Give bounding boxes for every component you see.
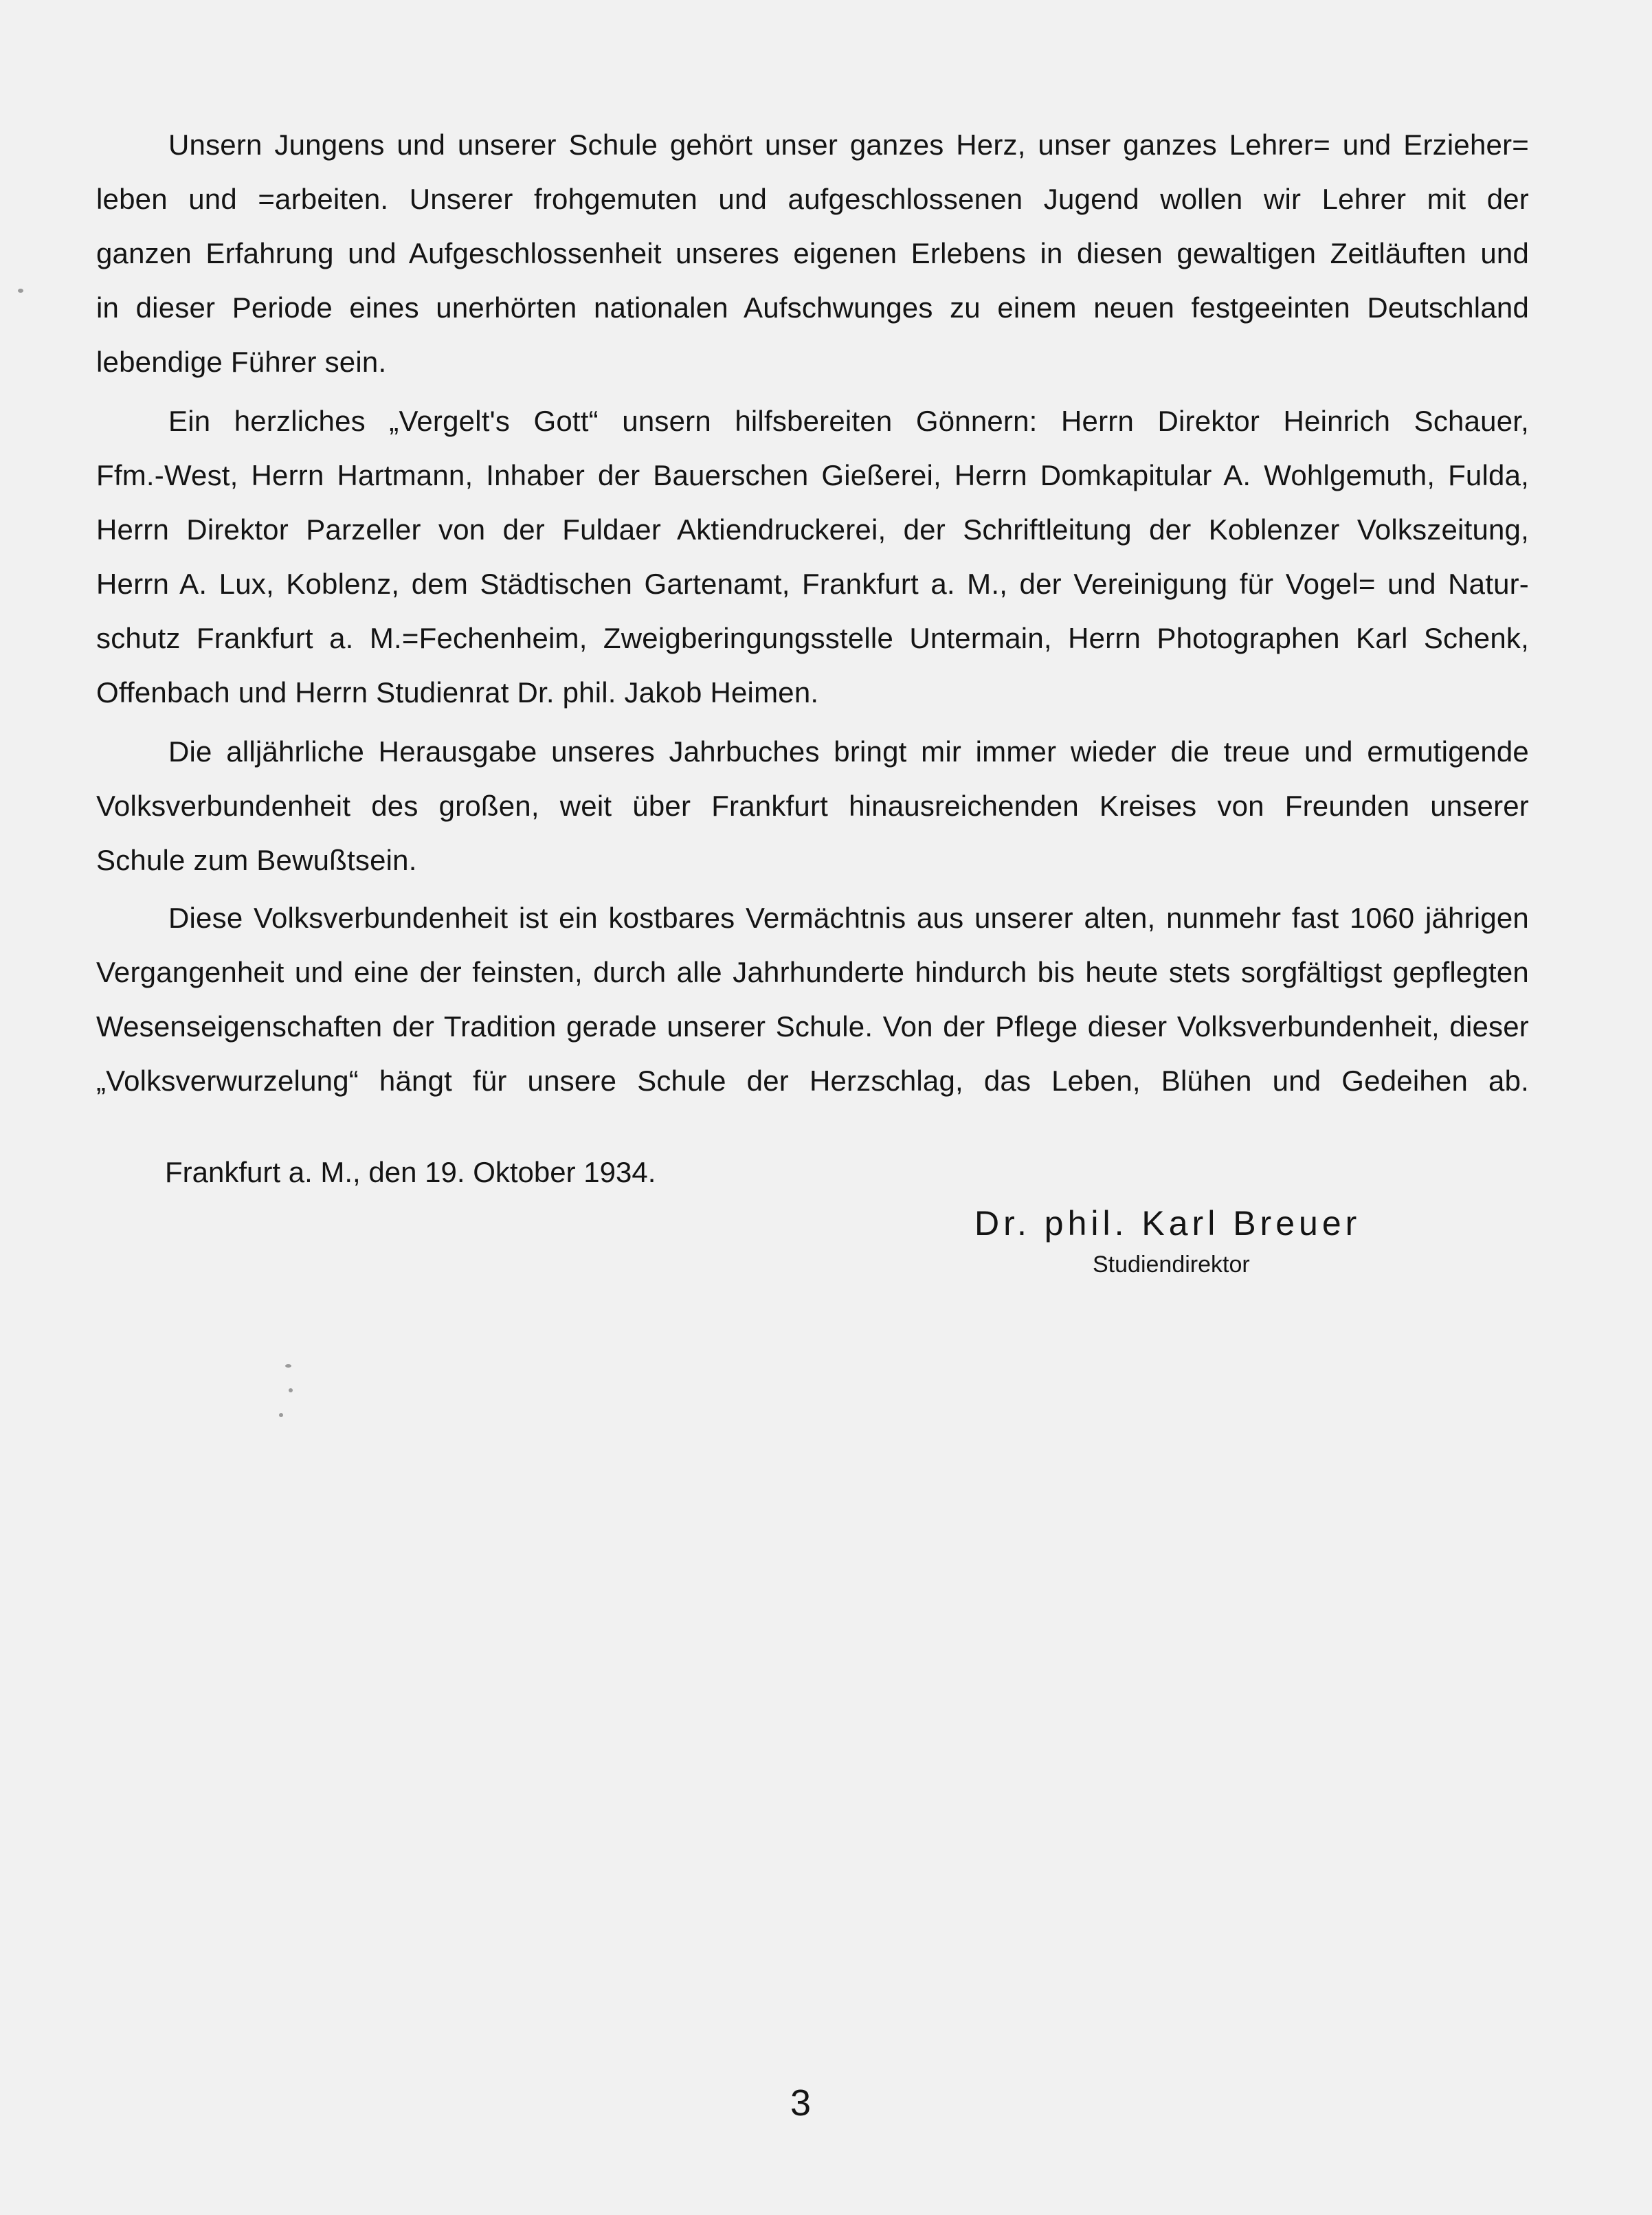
paragraph-line: Ffm.-West, Herrn Hartmann, Inhaber der Bauerschen Gießerei, Herrn Domkapitular A. Wohlgemuth, Fulda,	[96, 459, 1529, 491]
place-date: Frankfurt a. M., den 19. Oktober 1934.	[165, 1156, 656, 1188]
signature-name: Dr. phil. Karl Breuer	[974, 1204, 1361, 1243]
signature-title: Studiendirektor	[1093, 1251, 1250, 1278]
scan-speck	[285, 1364, 291, 1368]
paragraph-line: Ein herzliches „Vergelt's Gott“ unsern hilfsbereiten Gönnern: Herrn Direktor Heinrich Schauer,	[168, 405, 1529, 437]
paragraph-line: Wesenseigenschaften der Tradition gerade unserer Schule. Von der Pflege dieser Volksverbundenheit, dieser	[96, 1010, 1529, 1043]
paragraph-line: „Volksverwurzelung“ hängt für unsere Schule der Herzschlag, das Leben, Blühen und Gedeihen ab.	[96, 1065, 1529, 1097]
scan-speck	[18, 289, 23, 293]
page-number: 3	[790, 2082, 812, 2124]
paragraph-line: leben und =arbeiten. Unserer frohgemuten und aufgeschlossenen Jugend wollen wir Lehrer mit der	[96, 183, 1529, 215]
paragraph-line: Unsern Jungens und unserer Schule gehört unser ganzes Herz, unser ganzes Lehrer= und Erzieher=	[168, 129, 1529, 161]
scan-speck	[289, 1388, 293, 1392]
paragraph-line: Herrn Direktor Parzeller von der Fuldaer Aktiendruckerei, der Schriftleitung der Koblenzer Volkszeitung,	[96, 513, 1529, 546]
paragraph-line: Volksverbundenheit des großen, weit über Frankfurt hinausreichenden Kreises von Freunden unserer	[96, 790, 1529, 822]
paragraph-line: in dieser Periode eines unerhörten nationalen Aufschwunges zu einem neuen festgeeinten Deutschland	[96, 291, 1529, 324]
paragraph-line: Diese Volksverbundenheit ist ein kostbares Vermächtnis aus unserer alten, nunmehr fast 1060 jährigen	[168, 902, 1529, 934]
paragraph-line: schutz Frankfurt a. M.=Fechenheim, Zweigberingungsstelle Untermain, Herrn Photographen Karl Schenk,	[96, 622, 1529, 654]
scan-speck	[279, 1413, 283, 1417]
paragraph-line: Die alljährliche Herausgabe unseres Jahrbuches bringt mir immer wieder die treue und ermutigende	[168, 735, 1529, 768]
paragraph-line: Vergangenheit und eine der feinsten, durch alle Jahrhunderte hindurch bis heute stets sorgfältigst gepflegten	[96, 956, 1529, 988]
paragraph-line: Offenbach und Herrn Studienrat Dr. phil. Jakob Heimen.	[96, 676, 819, 709]
paragraph-line: Herrn A. Lux, Koblenz, dem Städtischen Gartenamt, Frankfurt a. M., der Vereinigung für Vogel= und Natur-	[96, 568, 1529, 600]
paragraph-line: ganzen Erfahrung und Aufgeschlossenheit unseres eigenen Erlebens in diesen gewaltigen Zeitläuften und	[96, 237, 1529, 269]
paragraph-line: lebendige Führer sein.	[96, 346, 387, 378]
paragraph-line: Schule zum Bewußtsein.	[96, 844, 417, 876]
